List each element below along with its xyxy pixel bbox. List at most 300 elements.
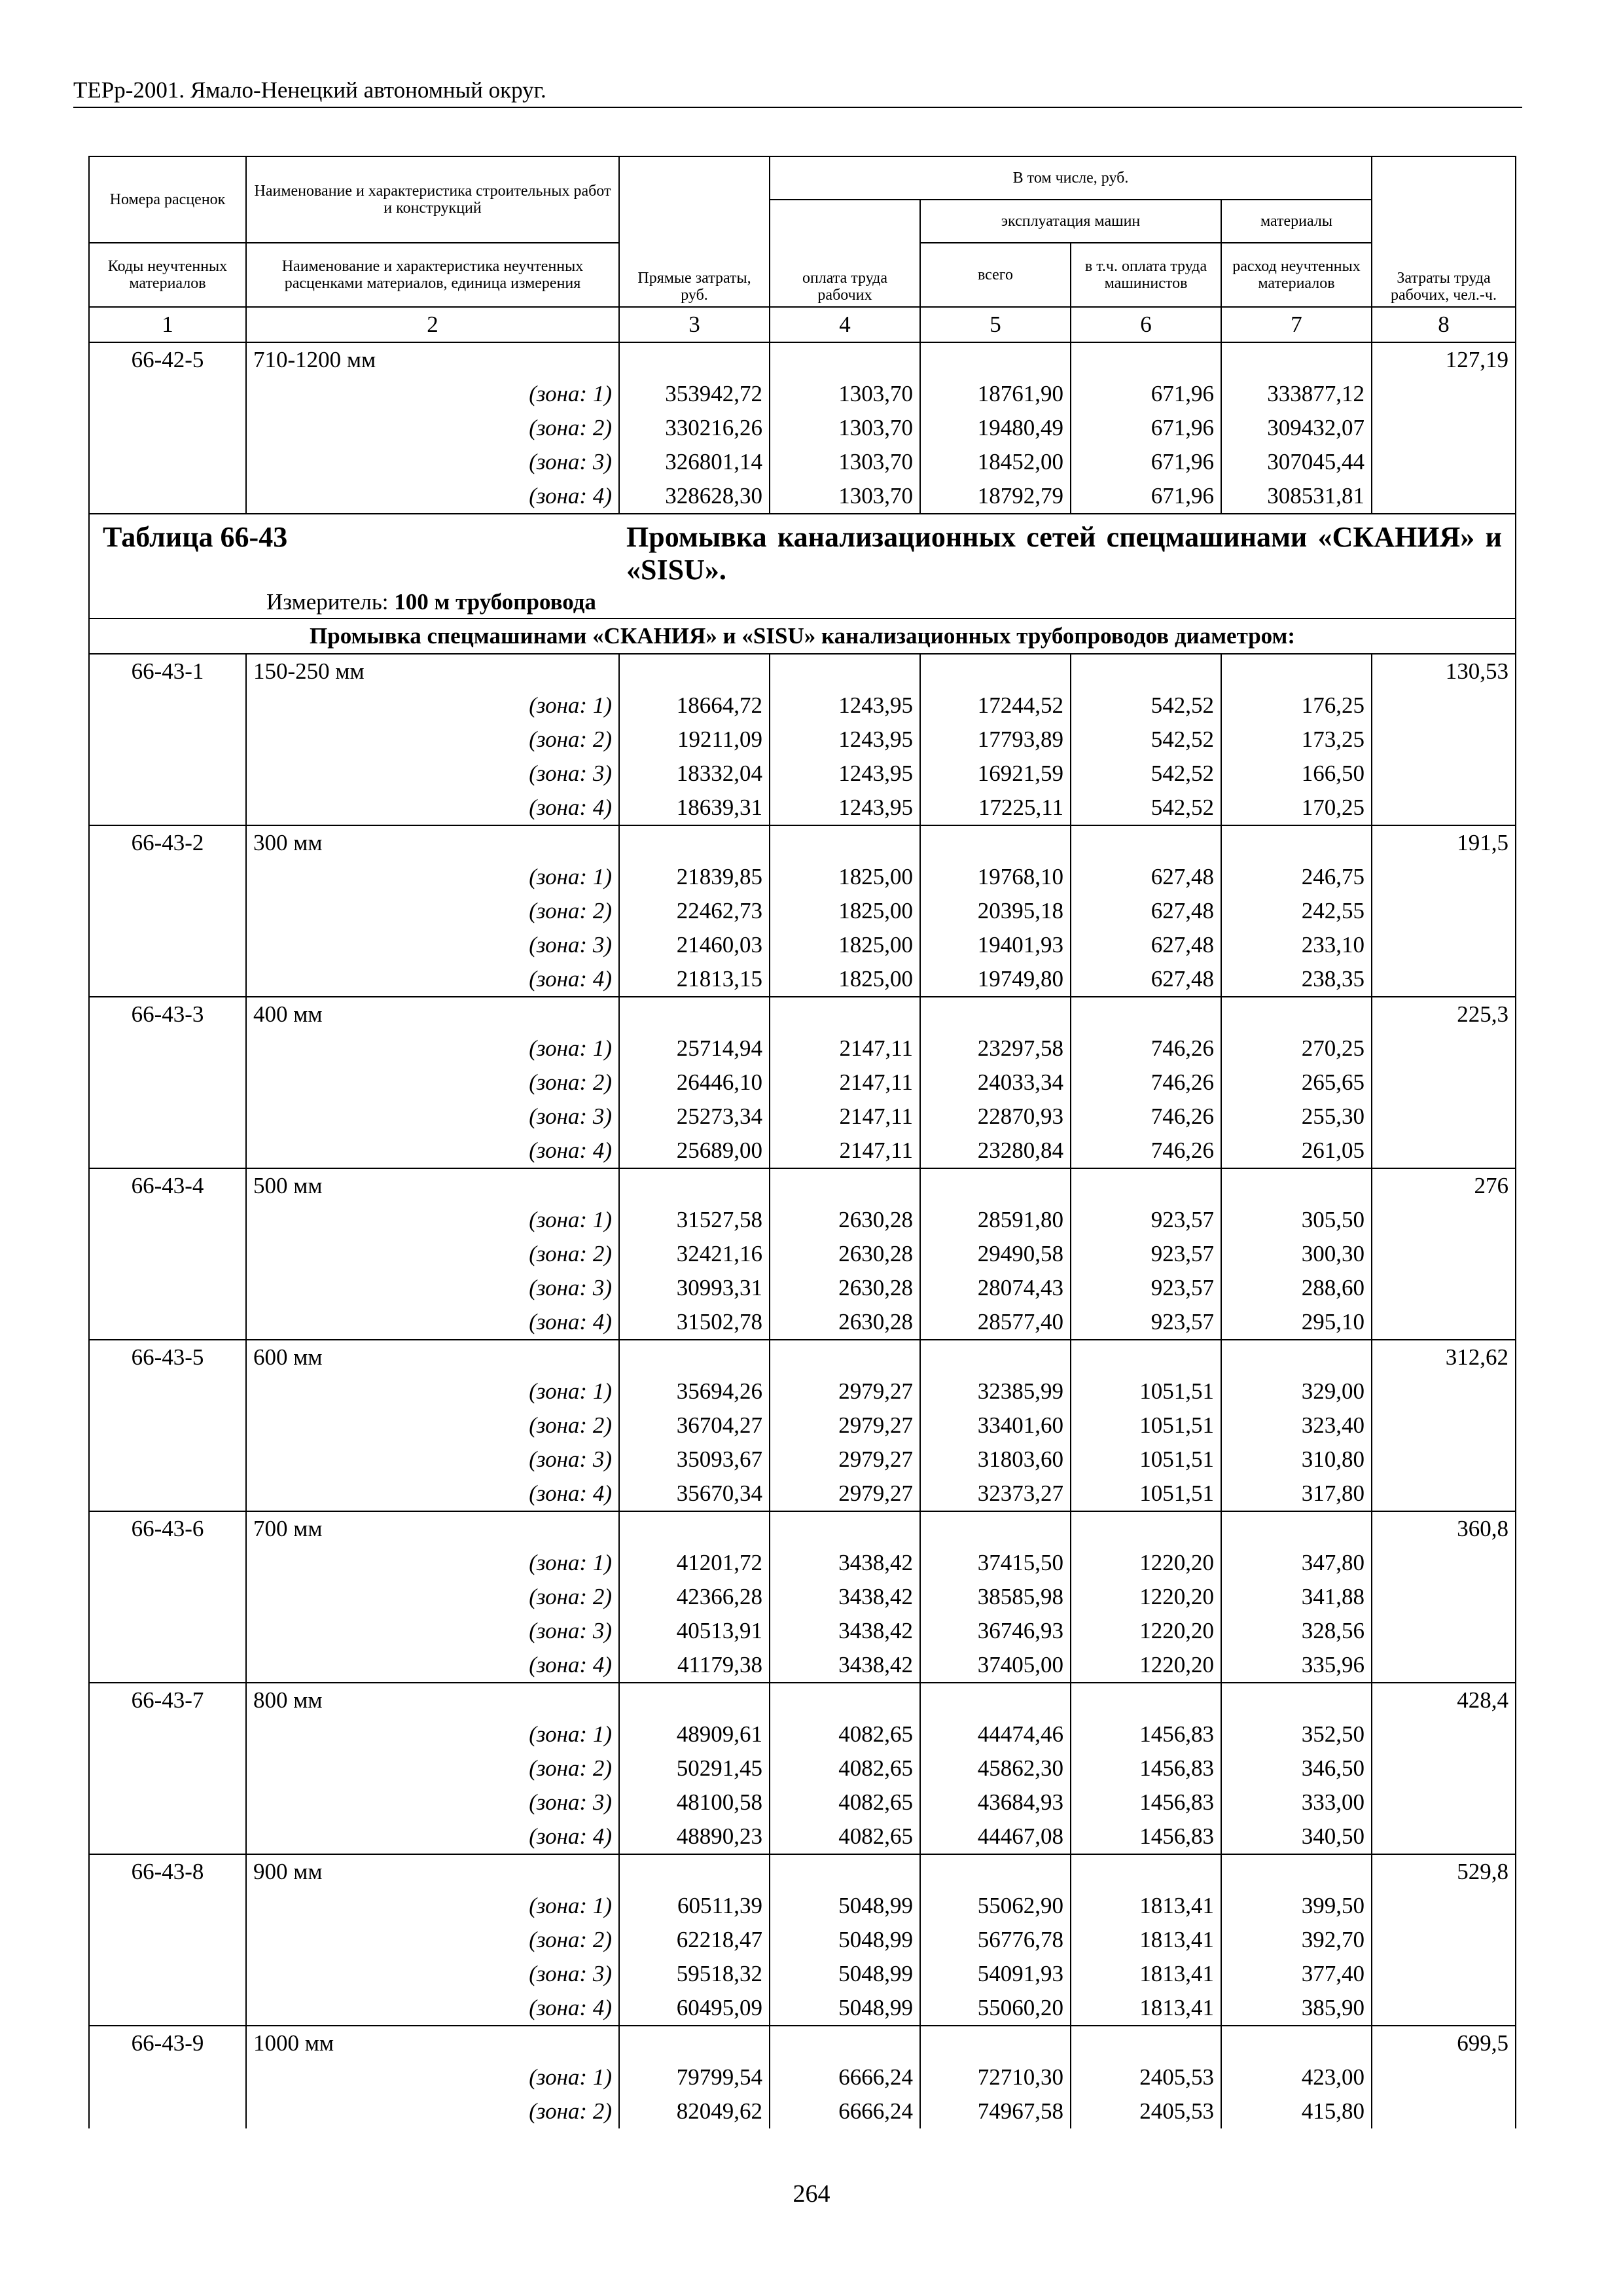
machines-total: 44474,46: [920, 1717, 1071, 1751]
zone-row: [89, 894, 1516, 928]
material-consumption: 385,90: [1221, 1991, 1372, 2026]
machinist-pay: 1220,20: [1071, 1648, 1221, 1683]
direct-costs: 60511,39: [619, 1889, 770, 1923]
worker-pay: 4082,65: [770, 1820, 920, 1854]
empty-cell: [89, 1066, 246, 1100]
machinist-pay: 923,57: [1071, 1271, 1221, 1305]
direct-costs: 328628,30: [619, 479, 770, 514]
machinist-pay: 1220,20: [1071, 1614, 1221, 1648]
direct-costs: 36704,27: [619, 1408, 770, 1443]
rate-code: 66-43-1: [89, 654, 246, 689]
zone-label: (зона: 4): [246, 791, 619, 825]
empty-cell: [1372, 1443, 1516, 1477]
empty-cell: [89, 377, 246, 411]
rate-row: [89, 1683, 1516, 1717]
empty-cell: [89, 1580, 246, 1614]
worker-pay: 2979,27: [770, 1408, 920, 1443]
zone-row: [89, 757, 1516, 791]
empty-cell: [920, 825, 1071, 860]
rate-code: 66-43-4: [89, 1168, 246, 1203]
empty-cell: [1221, 1683, 1372, 1717]
material-consumption: 300,30: [1221, 1237, 1372, 1271]
empty-cell: [770, 1854, 920, 1889]
zone-row: [89, 1100, 1516, 1134]
machines-total: 32373,27: [920, 1477, 1071, 1511]
machinist-pay: 923,57: [1071, 1237, 1221, 1271]
empty-cell: [1372, 1066, 1516, 1100]
measure-value: 100 м трубопровода: [394, 589, 596, 615]
empty-cell: [1372, 928, 1516, 962]
page-number: 264: [793, 2180, 830, 2208]
header-work-name: Наименование и характеристика строительных работ и конструкций: [246, 156, 619, 243]
column-number: 1: [89, 307, 246, 342]
worker-pay: 6666,24: [770, 2094, 920, 2128]
material-consumption: 270,25: [1221, 1031, 1372, 1066]
worker-pay: 4082,65: [770, 1751, 920, 1785]
zone-row: [89, 1717, 1516, 1751]
machines-total: 28074,43: [920, 1271, 1071, 1305]
empty-cell: [89, 1203, 246, 1237]
empty-cell: [1071, 1511, 1221, 1546]
rate-code: 66-43-5: [89, 1340, 246, 1374]
zone-label: (зона: 2): [246, 1066, 619, 1100]
zone-row: [89, 2094, 1516, 2128]
table-title: [89, 514, 1516, 619]
empty-cell: [1372, 1477, 1516, 1511]
direct-costs: 31527,58: [619, 1203, 770, 1237]
machines-total: 37405,00: [920, 1648, 1071, 1683]
empty-cell: [1372, 1408, 1516, 1443]
machinist-pay: 923,57: [1071, 1203, 1221, 1237]
zone-label: (зона: 4): [246, 1991, 619, 2026]
direct-costs: 353942,72: [619, 377, 770, 411]
direct-costs: 48909,61: [619, 1717, 770, 1751]
direct-costs: 18664,72: [619, 689, 770, 723]
zone-row: [89, 1820, 1516, 1854]
header-machinist-pay: в т.ч. оплата труда машинистов: [1071, 243, 1221, 307]
empty-cell: [1372, 1785, 1516, 1820]
zone-label: (зона: 4): [246, 1820, 619, 1854]
machines-total: 19749,80: [920, 962, 1071, 997]
worker-pay: 1243,95: [770, 791, 920, 825]
empty-cell: [1372, 1100, 1516, 1134]
empty-cell: [1372, 962, 1516, 997]
empty-cell: [89, 1237, 246, 1271]
empty-cell: [1372, 757, 1516, 791]
header-labor-costs: Затраты труда рабочих, чел.-ч.: [1372, 156, 1516, 307]
zone-row: [89, 1305, 1516, 1340]
empty-cell: [1372, 1751, 1516, 1785]
machines-total: 55062,90: [920, 1889, 1071, 1923]
worker-pay: 3438,42: [770, 1580, 920, 1614]
rate-code: 66-43-7: [89, 1683, 246, 1717]
direct-costs: 32421,16: [619, 1237, 770, 1271]
empty-cell: [770, 1168, 920, 1203]
empty-cell: [770, 1511, 920, 1546]
column-numbers-row: [89, 307, 1516, 342]
worker-pay: 2630,28: [770, 1237, 920, 1271]
labor-cost: 276: [1372, 1168, 1516, 1203]
worker-pay: 5048,99: [770, 1923, 920, 1957]
empty-cell: [1372, 377, 1516, 411]
empty-cell: [920, 997, 1071, 1031]
zone-label: (зона: 1): [246, 689, 619, 723]
empty-cell: [89, 894, 246, 928]
empty-cell: [89, 411, 246, 445]
empty-cell: [1372, 1991, 1516, 2026]
rate-row: [89, 825, 1516, 860]
rate-code: 66-43-2: [89, 825, 246, 860]
zone-label: (зона: 1): [246, 1889, 619, 1923]
rate-name: 710-1200 мм: [246, 342, 619, 377]
empty-cell: [89, 1717, 246, 1751]
labor-cost: 130,53: [1372, 654, 1516, 689]
machinist-pay: 1220,20: [1071, 1580, 1221, 1614]
machines-total: 38585,98: [920, 1580, 1071, 1614]
machines-total: 56776,78: [920, 1923, 1071, 1957]
machines-total: 54091,93: [920, 1957, 1071, 1991]
zone-label: (зона: 1): [246, 1374, 619, 1408]
empty-cell: [89, 1271, 246, 1305]
zone-label: (зона: 4): [246, 1305, 619, 1340]
direct-costs: 35694,26: [619, 1374, 770, 1408]
zone-row: [89, 928, 1516, 962]
zone-row: [89, 1923, 1516, 1957]
empty-cell: [920, 2026, 1071, 2060]
empty-cell: [89, 2060, 246, 2094]
empty-cell: [1221, 1340, 1372, 1374]
zone-row: [89, 1031, 1516, 1066]
direct-costs: 41179,38: [619, 1648, 770, 1683]
material-consumption: 328,56: [1221, 1614, 1372, 1648]
direct-costs: 40513,91: [619, 1614, 770, 1648]
measure-label: Измеритель:: [266, 589, 389, 615]
worker-pay: 4082,65: [770, 1785, 920, 1820]
zone-label: (зона: 4): [246, 962, 619, 997]
rate-name: 1000 мм: [246, 2026, 619, 2060]
direct-costs: 62218,47: [619, 1923, 770, 1957]
material-consumption: 347,80: [1221, 1546, 1372, 1580]
labor-cost: 360,8: [1372, 1511, 1516, 1546]
zone-label: (зона: 2): [246, 1751, 619, 1785]
rate-name: 600 мм: [246, 1340, 619, 1374]
labor-cost: 127,19: [1372, 342, 1516, 377]
empty-cell: [1071, 825, 1221, 860]
zone-row: [89, 2060, 1516, 2094]
empty-cell: [1372, 1237, 1516, 1271]
zone-row: [89, 1271, 1516, 1305]
zone-row: [89, 1889, 1516, 1923]
empty-cell: [1071, 1340, 1221, 1374]
worker-pay: 1303,70: [770, 479, 920, 514]
direct-costs: 48100,58: [619, 1785, 770, 1820]
direct-costs: 79799,54: [619, 2060, 770, 2094]
empty-cell: [619, 654, 770, 689]
zone-label: (зона: 3): [246, 445, 619, 479]
material-consumption: 288,60: [1221, 1271, 1372, 1305]
material-consumption: 329,00: [1221, 1374, 1372, 1408]
labor-cost: 529,8: [1372, 1854, 1516, 1889]
direct-costs: 26446,10: [619, 1066, 770, 1100]
direct-costs: 326801,14: [619, 445, 770, 479]
material-consumption: 377,40: [1221, 1957, 1372, 1991]
empty-cell: [1372, 1031, 1516, 1066]
machines-total: 32385,99: [920, 1374, 1071, 1408]
machines-total: 18452,00: [920, 445, 1071, 479]
worker-pay: 2147,11: [770, 1134, 920, 1168]
direct-costs: 35670,34: [619, 1477, 770, 1511]
table-name: Промывка канализационных сетей спецмашинами «СКАНИЯ» и «SISU».: [626, 521, 1502, 586]
zone-label: (зона: 1): [246, 377, 619, 411]
material-consumption: 307045,44: [1221, 445, 1372, 479]
worker-pay: 5048,99: [770, 1957, 920, 1991]
zone-row: [89, 1203, 1516, 1237]
machinist-pay: 1456,83: [1071, 1751, 1221, 1785]
empty-cell: [1071, 342, 1221, 377]
machinist-pay: 1051,51: [1071, 1408, 1221, 1443]
header-materials: материалы: [1221, 200, 1372, 243]
empty-cell: [1221, 825, 1372, 860]
rate-name: 400 мм: [246, 997, 619, 1031]
empty-cell: [1372, 1889, 1516, 1923]
material-consumption: 242,55: [1221, 894, 1372, 928]
material-consumption: 261,05: [1221, 1134, 1372, 1168]
zone-row: [89, 479, 1516, 514]
rate-code: 66-43-6: [89, 1511, 246, 1546]
machines-total: 16921,59: [920, 757, 1071, 791]
empty-cell: [89, 757, 246, 791]
worker-pay: 1303,70: [770, 377, 920, 411]
empty-cell: [1221, 997, 1372, 1031]
worker-pay: 5048,99: [770, 1991, 920, 2026]
empty-cell: [619, 1683, 770, 1717]
machinist-pay: 1813,41: [1071, 1923, 1221, 1957]
machinist-pay: 1813,41: [1071, 1991, 1221, 2026]
empty-cell: [89, 1305, 246, 1340]
machines-total: 18792,79: [920, 479, 1071, 514]
direct-costs: 25689,00: [619, 1134, 770, 1168]
direct-costs: 82049,62: [619, 2094, 770, 2128]
empty-cell: [89, 1546, 246, 1580]
material-consumption: 333877,12: [1221, 377, 1372, 411]
machinist-pay: 923,57: [1071, 1305, 1221, 1340]
empty-cell: [1372, 411, 1516, 445]
machines-total: 17793,89: [920, 723, 1071, 757]
machinist-pay: 1456,83: [1071, 1717, 1221, 1751]
labor-cost: 428,4: [1372, 1683, 1516, 1717]
machinist-pay: 2405,53: [1071, 2094, 1221, 2128]
machinist-pay: 1813,41: [1071, 1957, 1221, 1991]
empty-cell: [89, 1991, 246, 2026]
empty-cell: [770, 1340, 920, 1374]
worker-pay: 2147,11: [770, 1100, 920, 1134]
rate-row: [89, 997, 1516, 1031]
empty-cell: [1071, 2026, 1221, 2060]
empty-cell: [89, 1408, 246, 1443]
worker-pay: 1243,95: [770, 757, 920, 791]
empty-cell: [619, 342, 770, 377]
machinist-pay: 1051,51: [1071, 1443, 1221, 1477]
empty-cell: [89, 1751, 246, 1785]
direct-costs: 18332,04: [619, 757, 770, 791]
empty-cell: [89, 1648, 246, 1683]
empty-cell: [1372, 1614, 1516, 1648]
header-direct-costs: Прямые затраты, руб.: [619, 156, 770, 307]
empty-cell: [619, 1854, 770, 1889]
direct-costs: 21839,85: [619, 860, 770, 894]
zone-label: (зона: 4): [246, 1648, 619, 1683]
material-consumption: 308531,81: [1221, 479, 1372, 514]
zone-label: (зона: 1): [246, 1031, 619, 1066]
zone-label: (зона: 4): [246, 479, 619, 514]
empty-cell: [89, 1614, 246, 1648]
zone-label: (зона: 3): [246, 1614, 619, 1648]
table-number: Таблица 66-43: [103, 521, 288, 553]
column-number: 2: [246, 307, 619, 342]
empty-cell: [1071, 1168, 1221, 1203]
machinist-pay: 627,48: [1071, 962, 1221, 997]
material-consumption: 333,00: [1221, 1785, 1372, 1820]
material-consumption: 166,50: [1221, 757, 1372, 791]
empty-cell: [89, 928, 246, 962]
zone-row: [89, 723, 1516, 757]
empty-cell: [1221, 2026, 1372, 2060]
empty-cell: [89, 2094, 246, 2128]
empty-cell: [1071, 1854, 1221, 1889]
machinist-pay: 671,96: [1071, 377, 1221, 411]
zone-label: (зона: 1): [246, 1717, 619, 1751]
zone-row: [89, 411, 1516, 445]
zone-row: [89, 860, 1516, 894]
empty-cell: [770, 997, 920, 1031]
empty-cell: [1372, 791, 1516, 825]
material-consumption: 295,10: [1221, 1305, 1372, 1340]
empty-cell: [1221, 342, 1372, 377]
table-body: [89, 156, 1516, 2128]
empty-cell: [89, 1889, 246, 1923]
zone-row: [89, 962, 1516, 997]
header-machines: эксплуатация машин: [920, 200, 1221, 243]
machines-total: 20395,18: [920, 894, 1071, 928]
machinist-pay: 1220,20: [1071, 1546, 1221, 1580]
empty-cell: [920, 1854, 1071, 1889]
rate-code: 66-43-9: [89, 2026, 246, 2060]
machines-total: 19768,10: [920, 860, 1071, 894]
empty-cell: [1372, 2060, 1516, 2094]
empty-cell: [1372, 1374, 1516, 1408]
header-machines-total: всего: [920, 243, 1071, 307]
zone-label: (зона: 3): [246, 757, 619, 791]
empty-cell: [1221, 1511, 1372, 1546]
direct-costs: 30993,31: [619, 1271, 770, 1305]
machines-total: 23280,84: [920, 1134, 1071, 1168]
zone-row: [89, 1957, 1516, 1991]
table-title-row: [89, 514, 1516, 619]
machines-total: 28591,80: [920, 1203, 1071, 1237]
empty-cell: [89, 791, 246, 825]
direct-costs: 21813,15: [619, 962, 770, 997]
header-rate-numbers: Номера расценок: [89, 156, 246, 243]
zone-row: [89, 1134, 1516, 1168]
empty-cell: [1221, 1854, 1372, 1889]
empty-cell: [1372, 689, 1516, 723]
zone-label: (зона: 3): [246, 1785, 619, 1820]
empty-cell: [1372, 1820, 1516, 1854]
material-consumption: 265,65: [1221, 1066, 1372, 1100]
header-including: В том числе, руб.: [770, 156, 1372, 200]
empty-cell: [1372, 1957, 1516, 1991]
machines-total: 23297,58: [920, 1031, 1071, 1066]
empty-cell: [1372, 723, 1516, 757]
material-consumption: 305,50: [1221, 1203, 1372, 1237]
machines-total: 18761,90: [920, 377, 1071, 411]
zone-row: [89, 689, 1516, 723]
zone-label: (зона: 2): [246, 411, 619, 445]
machines-total: 24033,34: [920, 1066, 1071, 1100]
zone-label: (зона: 1): [246, 2060, 619, 2094]
machines-total: 45862,30: [920, 1751, 1071, 1785]
empty-cell: [920, 654, 1071, 689]
direct-costs: 59518,32: [619, 1957, 770, 1991]
empty-cell: [89, 479, 246, 514]
worker-pay: 5048,99: [770, 1889, 920, 1923]
empty-cell: [1372, 1923, 1516, 1957]
empty-cell: [1372, 894, 1516, 928]
zone-row: [89, 1408, 1516, 1443]
worker-pay: 2630,28: [770, 1203, 920, 1237]
zone-label: (зона: 3): [246, 1100, 619, 1134]
machinist-pay: 671,96: [1071, 479, 1221, 514]
machinist-pay: 627,48: [1071, 894, 1221, 928]
rate-code: 66-43-8: [89, 1854, 246, 1889]
machines-total: 17244,52: [920, 689, 1071, 723]
zone-row: [89, 791, 1516, 825]
machines-total: 37415,50: [920, 1546, 1071, 1580]
material-consumption: 415,80: [1221, 2094, 1372, 2128]
zone-label: (зона: 4): [246, 1134, 619, 1168]
machines-total: 29490,58: [920, 1237, 1071, 1271]
header-material-names: Наименование и характеристика неучтенных расценками материалов, единица измерения: [246, 243, 619, 307]
zone-row: [89, 1237, 1516, 1271]
header-material-consumption: расход неучтенных материалов: [1221, 243, 1372, 307]
worker-pay: 2147,11: [770, 1066, 920, 1100]
machines-total: 17225,11: [920, 791, 1071, 825]
machines-total: 31803,60: [920, 1443, 1071, 1477]
empty-cell: [619, 825, 770, 860]
empty-cell: [920, 1511, 1071, 1546]
zone-row: [89, 1991, 1516, 2026]
machines-total: 36746,93: [920, 1614, 1071, 1648]
empty-cell: [1372, 1305, 1516, 1340]
worker-pay: 2979,27: [770, 1374, 920, 1408]
empty-cell: [770, 825, 920, 860]
worker-pay: 1825,00: [770, 928, 920, 962]
rate-row: [89, 342, 1516, 377]
column-number: 7: [1221, 307, 1372, 342]
zone-row: [89, 1580, 1516, 1614]
empty-cell: [89, 1134, 246, 1168]
empty-cell: [920, 1340, 1071, 1374]
worker-pay: 2979,27: [770, 1477, 920, 1511]
machines-total: 43684,93: [920, 1785, 1071, 1820]
empty-cell: [89, 1923, 246, 1957]
worker-pay: 1825,00: [770, 962, 920, 997]
material-consumption: 340,50: [1221, 1820, 1372, 1854]
rate-row: [89, 654, 1516, 689]
empty-cell: [89, 962, 246, 997]
worker-pay: 6666,24: [770, 2060, 920, 2094]
zone-label: (зона: 1): [246, 860, 619, 894]
